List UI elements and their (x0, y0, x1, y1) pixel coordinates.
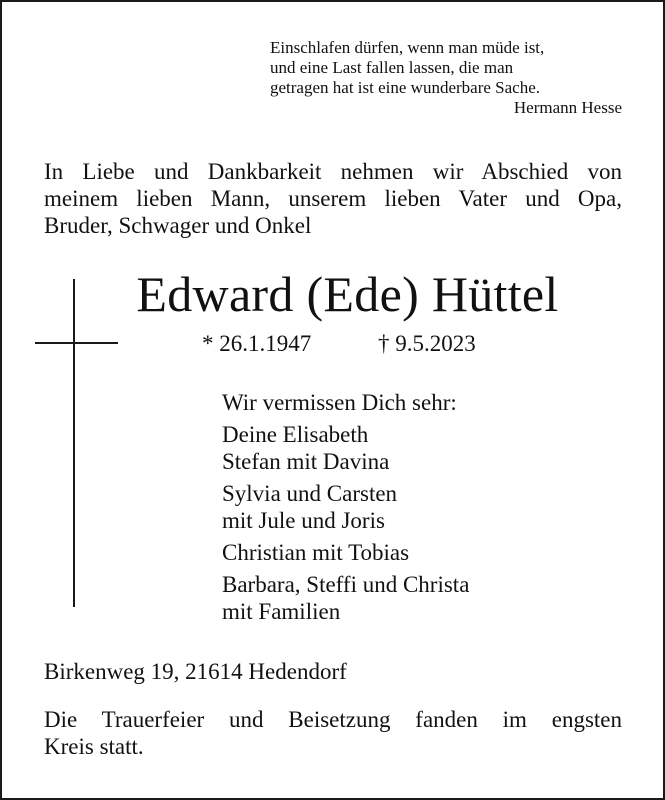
mourners-heading: Wir vermissen Dich sehr: (222, 390, 457, 415)
birth-date: * 26.1.1947 (202, 331, 312, 356)
funeral-note-line: Kreis statt. (44, 734, 144, 759)
mourner-group (222, 571, 469, 625)
mourner-name: Deine Elisabeth (222, 422, 369, 447)
quote-block (270, 38, 622, 118)
cross-icon-bar (35, 342, 118, 344)
quote-line: Einschlafen dürfen, wenn man müde ist, (270, 38, 545, 57)
funeral-note-line: Die Trauerfeier und Beisetzung fanden im engsten (44, 707, 622, 732)
funeral-note (44, 706, 622, 760)
mourner-name: Barbara, Steffi und Christa (222, 572, 470, 597)
address: Birkenweg 19, 21614 Hedendorf (44, 659, 347, 684)
intro-line: meinem lieben Mann, unserem lieben Vater und Opa, (44, 186, 622, 211)
mourner-name: mit Familien (222, 599, 341, 624)
mourner-name: Stefan mit Davina (222, 449, 390, 474)
intro-line: Bruder, Schwager und Onkel (44, 213, 312, 238)
intro-text (44, 158, 622, 239)
mourner-group (222, 480, 469, 534)
cross-icon (73, 279, 75, 607)
quote-author: Hermann Hesse (513, 98, 622, 117)
intro-line: In Liebe und Dankbarkeit nehmen wir Abschied von (44, 159, 622, 184)
quote-line: und eine Last fallen lassen, die man (270, 58, 514, 77)
deceased-name: Edward (Ede) Hüttel (136, 266, 559, 322)
mourner-group (222, 421, 469, 475)
mourner-name: Sylvia und Carsten (222, 481, 398, 506)
mourner-group (222, 539, 469, 566)
mourner-name: mit Jule und Joris (222, 508, 385, 533)
mourners-list (222, 389, 469, 630)
quote-line: getragen hat ist eine wunderbare Sache. (270, 78, 540, 97)
mourner-name: Christian mit Tobias (222, 540, 410, 565)
death-date: † 9.5.2023 (378, 331, 476, 356)
